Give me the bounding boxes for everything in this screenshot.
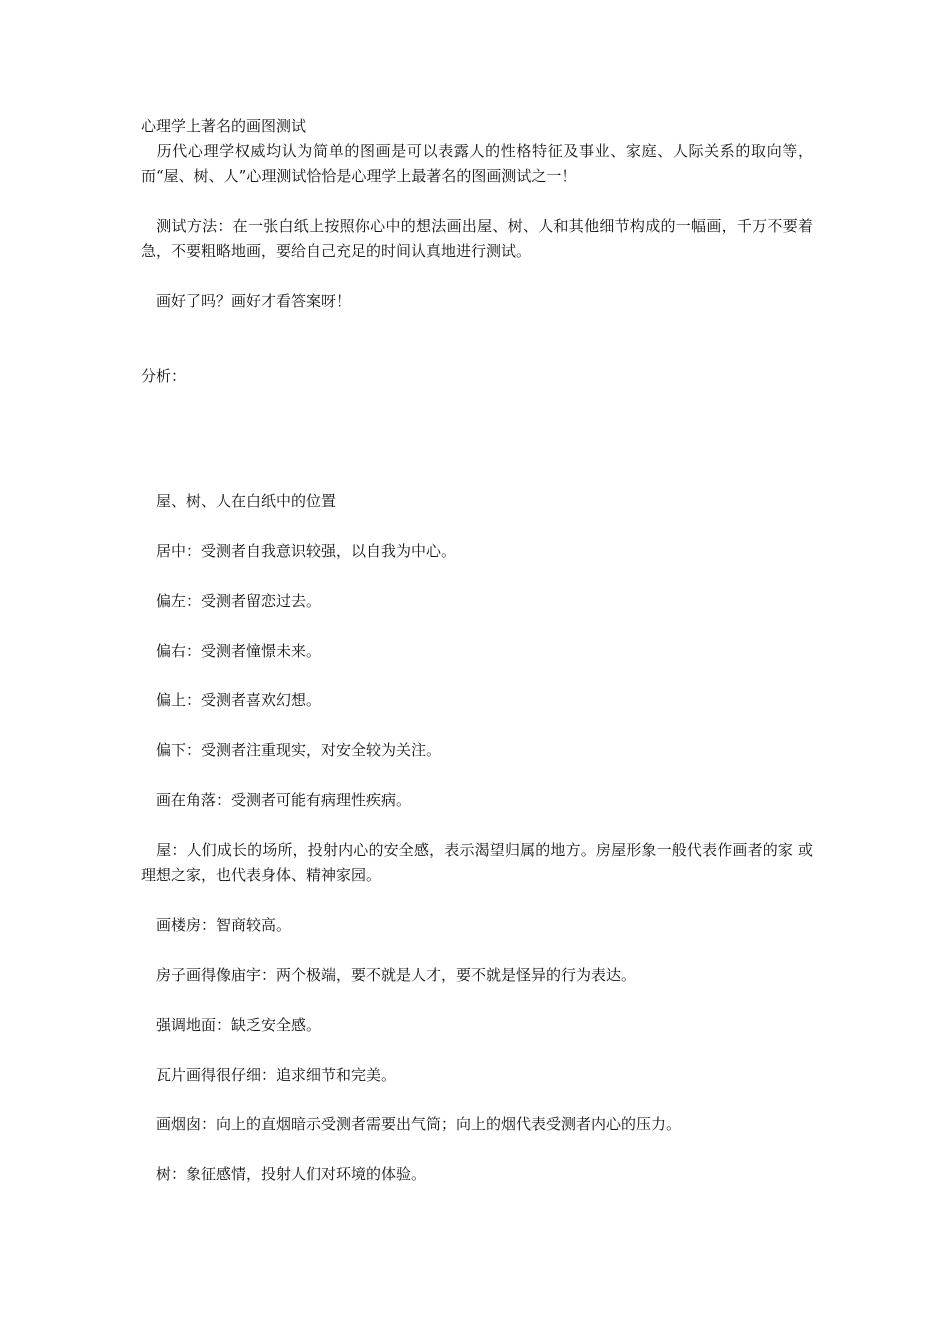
method-paragraph: 测试方法：在一张白纸上按照你心中的想法画出屋、树、人和其他细节构成的一幅画，千万不要着急，不要粗略地画，要给自己充足的时间认真地进行测试。 — [141, 217, 813, 260]
house-paragraph: 屋：人们成长的场所，投射内心的安全感，表示渴望归属的地方。房屋形象一般代表作画者的家 或理想之家，也代表身体、精神家园。 — [141, 841, 813, 884]
intro-paragraph: 历代心理学权威均认为简单的图画是可以表露人的性格特征及事业、家庭、人际关系的取向等，而“屋、树、人”心理测试恰恰是心理学上最著名的图画测试之一！ — [141, 142, 813, 185]
position-top-paragraph: 偏上：受测者喜欢幻想。 — [141, 691, 322, 709]
ground-paragraph: 强调地面：缺乏安全感。 — [141, 1016, 322, 1034]
analysis-heading: 分析： — [141, 367, 187, 385]
temple-paragraph: 房子画得像庙宇：两个极端，要不就是人才，要不就是怪异的行为表达。 — [141, 966, 637, 984]
prompt-paragraph: 画好了吗？画好才看答案呀！ — [141, 292, 352, 310]
building-paragraph: 画楼房：智商较高。 — [141, 916, 292, 934]
position-corner-paragraph: 画在角落：受测者可能有病理性疾病。 — [141, 791, 412, 809]
position-right-paragraph: 偏右：受测者憧憬未来。 — [141, 642, 322, 660]
document-title: 心理学上著名的画图测试 — [141, 117, 307, 135]
position-bottom-paragraph: 偏下：受测者注重现实，对安全较为关注。 — [141, 741, 442, 759]
tiles-paragraph: 瓦片画得很仔细：追求细节和完美。 — [141, 1066, 397, 1084]
tree-paragraph: 树：象征感情，投射人们对环境的体验。 — [141, 1165, 427, 1183]
position-center-paragraph: 居中：受测者自我意识较强，以自我为中心。 — [141, 542, 457, 560]
position-heading: 屋、树、人在白纸中的位置 — [141, 492, 337, 510]
position-left-paragraph: 偏左：受测者留恋过去。 — [141, 592, 322, 610]
chimney-paragraph: 画烟囱：向上的直烟暗示受测者需要出气筒；向上的烟代表受测者内心的压力。 — [141, 1115, 682, 1133]
